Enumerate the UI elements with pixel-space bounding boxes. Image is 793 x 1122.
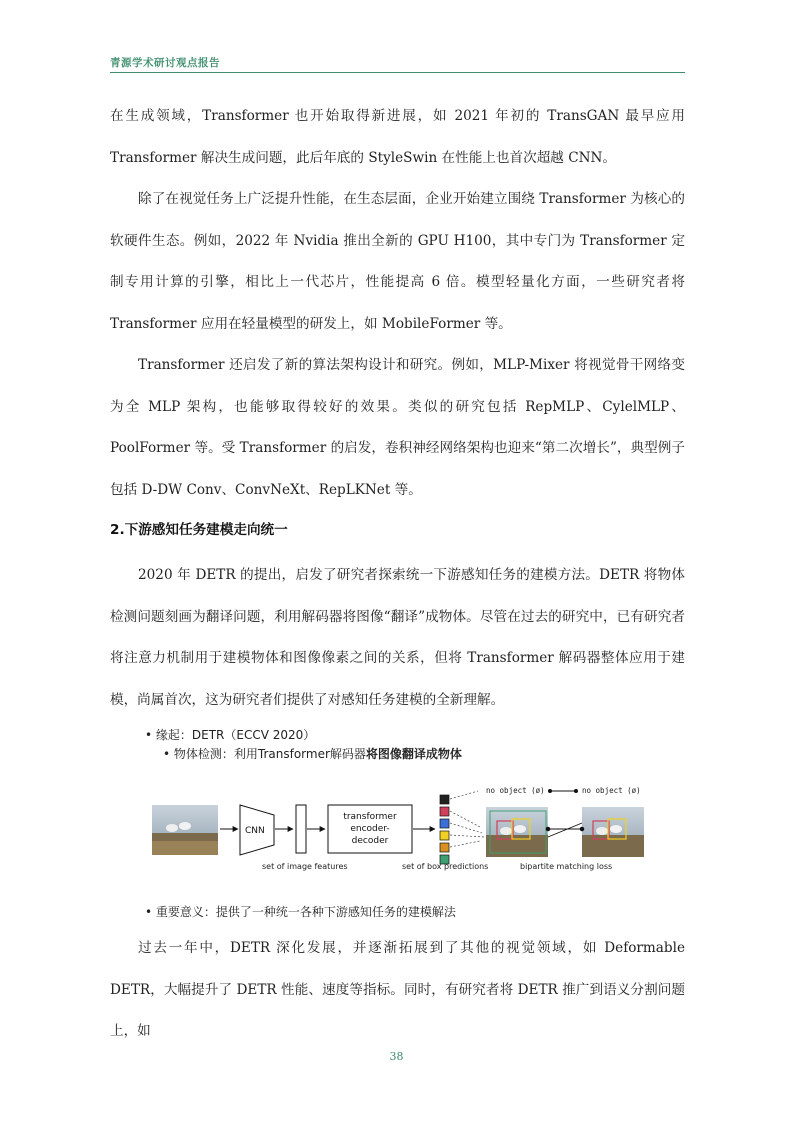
prediction-box-4 <box>440 831 449 840</box>
detr-pipeline-figure <box>150 783 670 883</box>
bullet-detection <box>163 745 462 762</box>
image-features-block <box>296 805 306 853</box>
prediction-box-1 <box>440 795 449 804</box>
header-title: 青源学术研讨观点报告 <box>110 57 220 69</box>
no-object-right-label: no object (ø) <box>582 786 641 795</box>
paragraph-architecture: Transformer 还启发了新的算法架构设计和研究。例如，MLP-Mixer 将视觉骨干网络变为全 MLP 架构，也能够取得较好的效果。类似的研究包括 RepMLP、CylelMLP、PoolFormer 等。受 Transformer 的启发，卷积神经网络架构也迎来“第二次增长”，典型例子包括 D-DW Conv、ConvNeXt、RepLKNet 等。 <box>110 357 685 498</box>
no-object-left-label: no object (ø) <box>486 786 545 795</box>
dashed-connectors <box>450 791 484 847</box>
prediction-box-3 <box>440 819 449 828</box>
image-features-label: set of image features <box>262 862 348 871</box>
bullet-origin: • 缘起：DETR（ECCV 2020） <box>145 728 316 742</box>
transformer-label-3: decoder <box>351 836 389 846</box>
cnn-label: CNN <box>245 826 265 836</box>
bullet-detection-bold: 将图像翻译成物体 <box>365 747 462 761</box>
box-predictions-label: set of box predictions <box>402 862 489 871</box>
matched-image-left <box>486 807 548 857</box>
paragraph-generation: 在生成领域，Transformer 也开始取得新进展，如 2021 年初的 TransGAN 最早应用 Transformer 解决生成问题，此后年底的 StyleSwin 在性能上也首次超越 CNN。 <box>110 108 685 166</box>
matched-image-right <box>582 807 644 857</box>
header-divider <box>110 72 685 73</box>
page-number: 38 <box>389 1050 404 1063</box>
matching-lines <box>546 823 584 837</box>
prediction-box-5 <box>440 843 449 852</box>
matching-loss-label: bipartite matching loss <box>520 862 613 871</box>
paragraph-detr: 2020 年 DETR 的提出，启发了研究者探索统一下游感知任务的建模方法。DETR 将物体检测问题刻画为翻译问题，利用解码器将图像“翻译”成物体。尽管在过去的研究中，已有研究者将注意力机制用于建模物体和图像像素之间的关系，但将 Transformer 解码器整体应用于建模，尚属首次，这为研究者们提供了对感知任务建模的全新理解。 <box>110 567 685 708</box>
section-heading: 2.下游感知任务建模走向统一 <box>110 522 288 538</box>
paragraph-detr-progress: 过去一年中，DETR 深化发展，并逐渐拓展到了其他的视觉领域，如 Deformable DETR，大幅提升了 DETR 性能、速度等指标。同时，有研究者将 DETR 推广到语义分割问题上，如 <box>110 940 685 1039</box>
box-predictions <box>440 795 449 864</box>
bullet-detection-text: • 物体检测：利用Transformer解码器 <box>163 747 366 761</box>
input-image <box>152 805 218 855</box>
detr-pipeline-diagram <box>150 783 670 883</box>
prediction-box-2 <box>440 807 449 816</box>
transformer-label-2: encoder- <box>350 824 390 834</box>
transformer-label-1: transformer <box>343 812 397 822</box>
bullet-significance: • 重要意义：提供了一种统一各种下游感知任务的建模解法 <box>145 905 456 919</box>
paragraph-ecosystem: 除了在视觉任务上广泛提升性能，在生态层面，企业开始建立围绕 Transformer 为核心的软硬件生态。例如，2022 年 Nvidia 推出全新的 GPU H100，其中专门为 Transformer 定制专用计算的引擎，相比上一代芯片，性能提高 6 倍。模型轻量化方面，一些研究者将 Transformer 应用在轻量模型的研发上，如 MobileFormer 等。 <box>110 191 685 332</box>
